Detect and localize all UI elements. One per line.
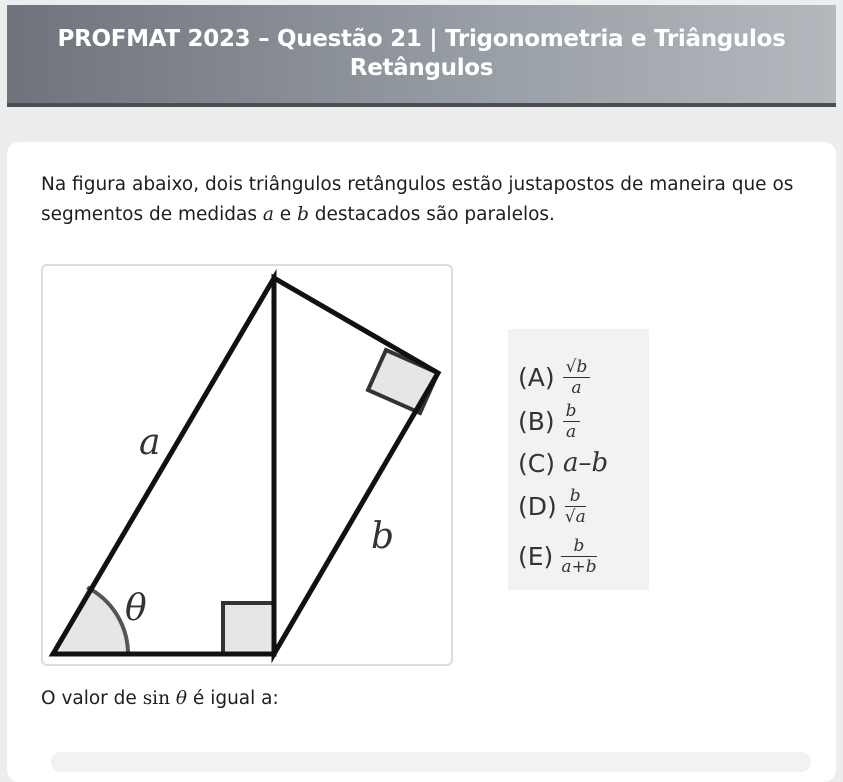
option-e-fraction <box>561 537 596 576</box>
left-triangle <box>53 278 274 654</box>
option-d-numerator: b <box>569 485 581 506</box>
option-b-numerator: b <box>565 400 577 421</box>
answer-options <box>508 329 649 590</box>
option-b-fraction <box>563 402 580 441</box>
header-banner <box>7 5 836 107</box>
option-a[interactable] <box>518 357 590 397</box>
label-b: b <box>371 516 395 557</box>
option-d-fraction <box>565 487 586 526</box>
option-e-numerator: b <box>573 535 585 556</box>
option-e-letter: (E) <box>518 541 554 571</box>
variable-b: b <box>297 204 309 225</box>
option-b[interactable] <box>518 401 580 441</box>
question-statement <box>41 170 811 230</box>
option-a-denominator: a <box>571 377 582 398</box>
theta-angle-fill <box>53 587 128 654</box>
option-e[interactable] <box>518 536 597 576</box>
option-d-denominator: √a <box>564 506 586 527</box>
right-angle-marker-top <box>368 350 438 413</box>
statement-text-1: Na figura abaixo, dois triângulos retângulos estão justapostos de maneira que os segmentos de medidas <box>41 174 794 225</box>
option-c-expression: a–b <box>562 448 609 478</box>
option-a-letter: (A) <box>518 362 555 392</box>
label-a: a <box>139 422 161 463</box>
prompt-prefix: O valor de <box>41 688 143 709</box>
statement-connector: e <box>273 204 298 225</box>
answer-area-top <box>51 752 811 772</box>
prompt-function: sin <box>142 688 171 709</box>
right-angle-marker-bottom <box>223 603 274 654</box>
option-d-letter: (D) <box>518 491 557 521</box>
option-a-fraction <box>563 358 591 397</box>
question-prompt <box>41 688 279 709</box>
option-b-denominator: a <box>566 421 577 442</box>
option-b-letter: (B) <box>518 406 555 436</box>
option-a-numerator: √b <box>565 356 588 377</box>
statement-text-2: destacados são paralelos. <box>308 204 555 225</box>
triangle-figure <box>41 264 453 666</box>
prompt-variable: θ <box>175 688 188 709</box>
option-d[interactable] <box>518 486 586 526</box>
right-triangle <box>274 278 438 654</box>
question-card <box>7 142 836 782</box>
page-title: PROFMAT 2023 – Questão 21 | Trigonometria e Triângulos Retângulos <box>57 26 786 81</box>
label-theta: θ <box>125 588 147 629</box>
option-c[interactable] <box>518 443 608 483</box>
option-e-denominator: a+b <box>561 556 597 577</box>
option-c-letter: (C) <box>518 448 555 478</box>
variable-a: a <box>262 204 274 225</box>
prompt-suffix: é igual a: <box>187 688 279 709</box>
triangle-diagram <box>43 266 451 664</box>
